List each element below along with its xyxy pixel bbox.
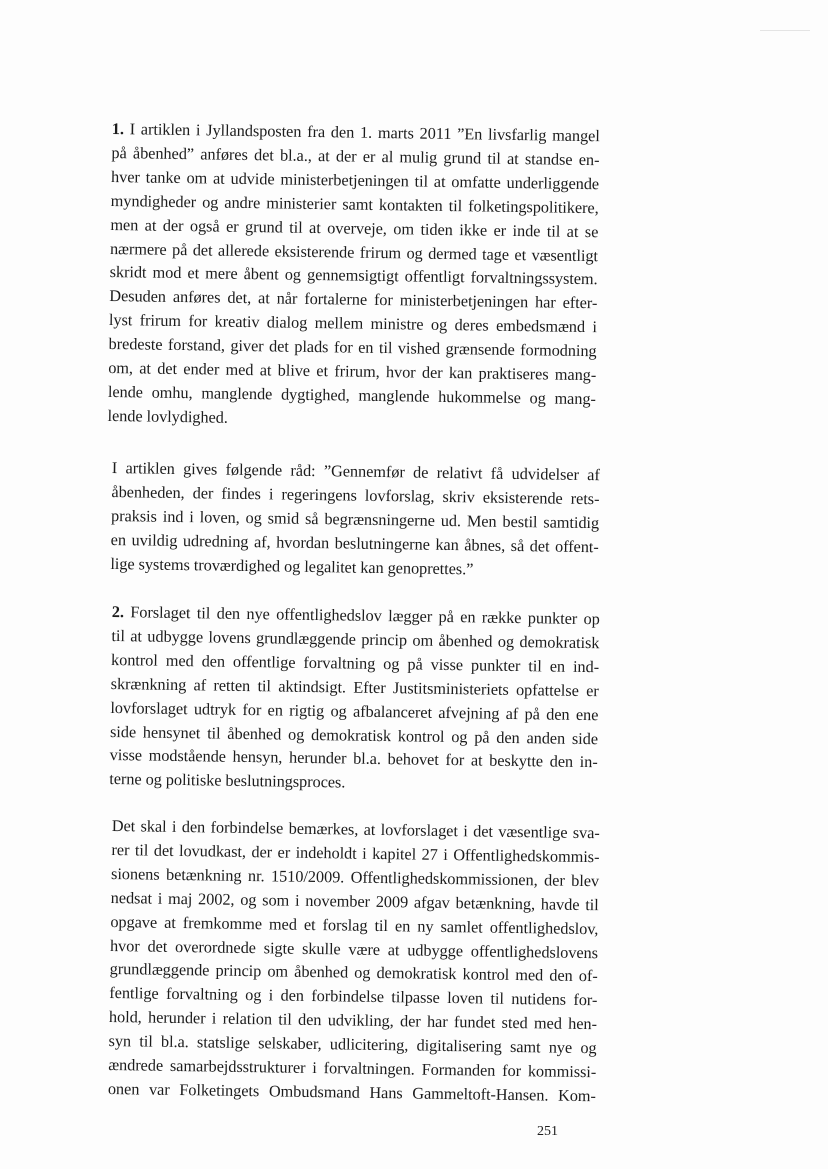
text-line: en uvildig udredning af, hvordan beslutningerne kan åbnes, så det offent- [110, 529, 599, 556]
text-line: grundlæggende princip om åbenhed og demokratisk kontrol med den of- [109, 959, 598, 986]
text-line: på åbenhed” anføres det bl.a., at der er al mulig grund til at standse en- [111, 142, 600, 170]
text-line: side hensynet til åbenhed og demokratisk kontrol og på den anden side [109, 721, 599, 748]
text-line: bredeste forstand, giver det plads for en til vished grænsende formodning [108, 334, 597, 361]
text-line: men at der også er grund til at overveje, om tiden ikke er inde til at se [110, 214, 599, 241]
text-line: om, at det ender med at blive et frirum, hvor der kan praktiseres mang- [108, 358, 597, 385]
text-line: til at udbygge lovens grundlæggende princip om åbenhed og demokratisk [111, 625, 600, 653]
text-line: åbenheden, der findes i regeringens lovforslag, skriv eksisterende rets- [111, 481, 600, 509]
text-line: hold, herunder i relation til den udvikling, der har fundet sted med hen- [108, 1007, 598, 1034]
paragraph-2 [110, 456, 600, 583]
text-line: Desuden anføres det, at når fortalerne for ministerbetjeningen har efter- [109, 286, 598, 313]
paragraph-1 [107, 117, 600, 435]
text-line: ændrede samarbejdsstrukturer i forvaltningen. Formanden for kommissi- [108, 1055, 597, 1082]
text-line: lige systems troværdighed og legalitet kan genoprettes.” [110, 553, 474, 578]
text-line: 2. Forslaget til den nye offentlighedslov lægger på en række punkter op [111, 601, 600, 629]
paragraph-text [107, 117, 600, 435]
text-line: lende lovlydighed. [107, 405, 228, 427]
text-line: Det skal i den forbindelse bemærkes, at lovforslaget i det væsentlige sva- [111, 815, 600, 843]
scan-artifact-line [760, 30, 810, 31]
text-line: syn til bl.a. statslige selskaber, udlicitering, digitalisering samt nye og [108, 1031, 597, 1058]
text-line: nedsat i maj 2002, og som i november 2009 afgav betænkning, havde til [110, 887, 599, 914]
paragraph-text [109, 600, 600, 798]
text-line: nærmere på det allerede eksisterende frirum og dermed tage et væsentligt [109, 238, 599, 265]
paragraph-3 [109, 600, 600, 798]
text-line: praksis ind i loven, og smid så begrænsningerne ud. Men bestil samtidig [110, 505, 600, 533]
paragraph-text [108, 814, 600, 1108]
text-line: visse modstående hensyn, herunder bl.a. behovet for at beskytte den in- [109, 745, 598, 772]
text-line: I artiklen gives følgende råd: ”Gennemfør de relativt få udvidelser af [111, 457, 600, 485]
text-line: skridt mod et mere åbent og gennemsigtigt offentligt forvaltningssystem. [109, 262, 598, 289]
text-line: skrænkning af retten til aktindsigt. Efter Justitsministeriets opfattelse er [110, 673, 599, 700]
text-line: hver tanke om at udvide ministerbetjeningen til at omfatte underliggende [110, 166, 600, 194]
text-line: myndigheder og andre ministerier samt kontakten til folketingspolitikere, [110, 190, 599, 217]
text-line: sionens betænkning nr. 1510/2009. Offentlighedskommissionen, der blev [110, 863, 600, 891]
text-line: kontrol med den offentlige forvaltning og på visse punkter til en ind- [110, 649, 600, 677]
text-line: opgave at fremkomme med et forslag til en ny samlet offentlighedslov, [110, 911, 599, 938]
text-line: fentlige forvaltning og i den forbindelse tilpasse loven til nutidens for- [109, 983, 598, 1010]
paragraph-number: 2. [111, 601, 125, 622]
text-line: terne og politiske beslutningsproces. [109, 769, 346, 792]
text-line: rer til det lovudkast, der er indeholdt i kapitel 27 i Offentlighedskommis- [111, 839, 600, 867]
text-line: lovforslaget udtryk for en rigtig og afbalanceret afvejning af på den ene [110, 697, 599, 724]
text-line: onen var Folketingets Ombudsmand Hans Gammeltoft-Hansen. Kom- [107, 1078, 597, 1106]
text-line: hvor det overordnede sigte skulle være at udbygge offentlighedslovens [109, 935, 599, 962]
paragraph-number: 1. [111, 118, 125, 139]
paragraph-4 [108, 814, 600, 1108]
text-line: 1. I artiklen i Jyllandsposten fra den 1. marts 2011 ”En livsfarlig mangel [111, 118, 600, 146]
text-line: lende omhu, manglende dygtighed, manglende hukommelse og mang- [107, 381, 597, 409]
page-number: 251 [537, 1124, 558, 1139]
text-line: lyst frirum for kreativ dialog mellem ministre og deres embedsmænd i [108, 310, 598, 337]
paragraph-text [110, 456, 600, 583]
